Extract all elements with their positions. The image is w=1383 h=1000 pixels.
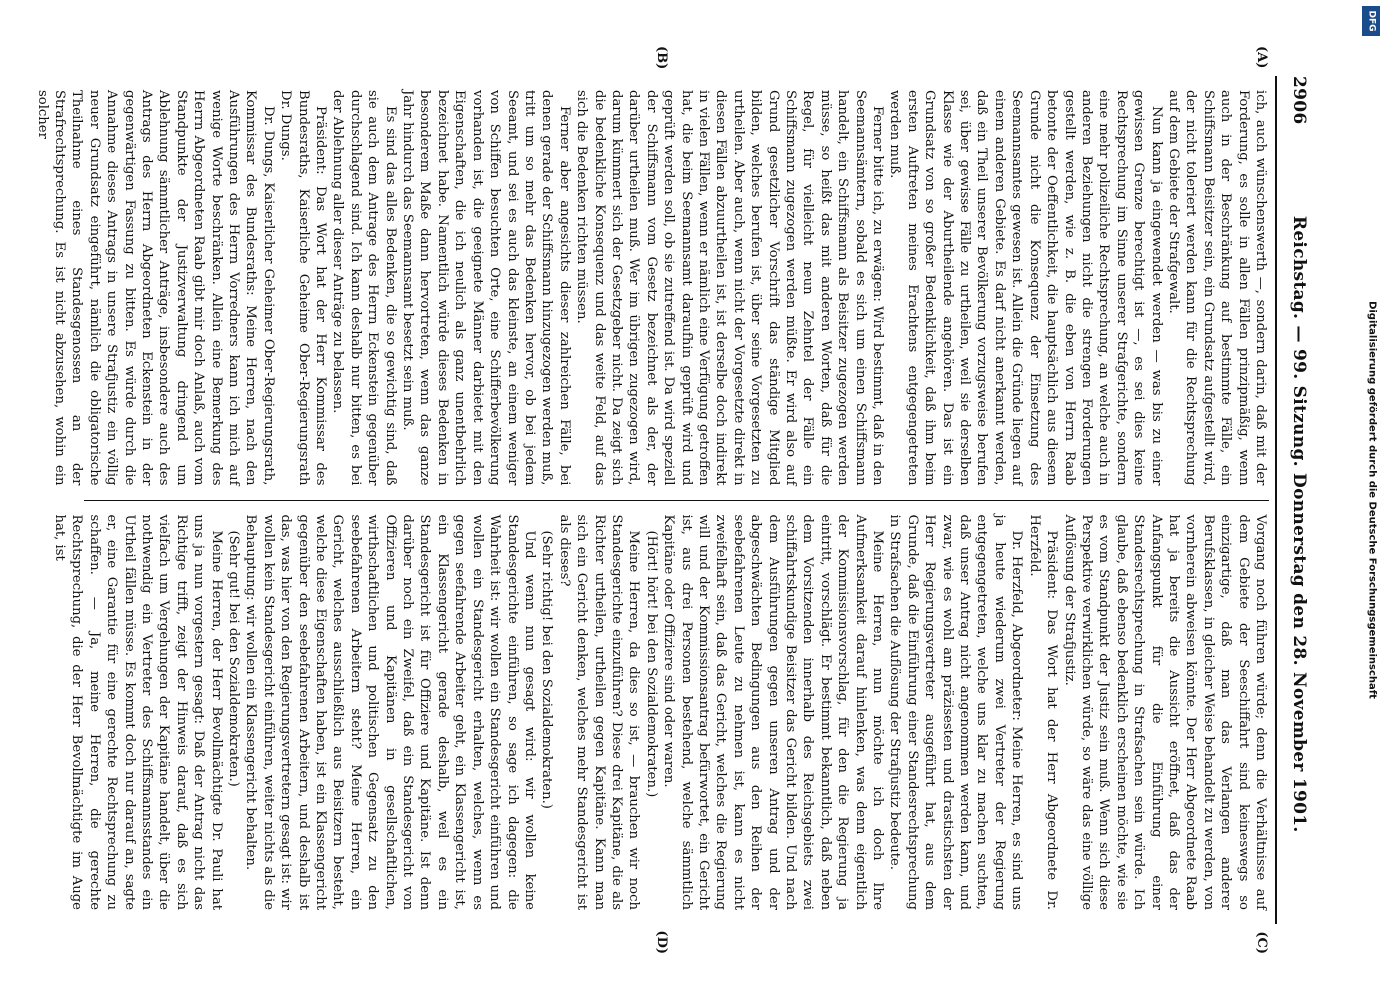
margin-marker-d: (D) xyxy=(653,930,669,954)
left-column-paragraph: Es sind das alles Bedenken, die so gewichtig sind, daß sie auch dem Antrage des Herrn Eckenstein gegenüber durchschlagend sind. Ich kann deshalb nur bitten, es bei der Ablehnung aller dieser Anträge zu belassen. xyxy=(329,90,398,486)
right-column-paragraph: (Sehr richtig! bei den Sozialdemokraten.) xyxy=(538,530,554,809)
page-number: 2906 xyxy=(1288,76,1309,125)
margin-marker-c: (C) xyxy=(1253,931,1269,954)
left-column xyxy=(34,76,1269,500)
left-column-paragraph: Dr. Dungs, Kaiserlicher Geheimer Ober-Regierungsrath, Kommissar des Bundesraths: Meine Herren, nach den Ausführungen des Herrn Vorredners kann ich mich auf wenige Worte beschränken. Allein eine Bemerkung des Herrn Abgeordneten Raab gibt mir doch Anlaß, auch vom Standpunkte der Justizverwaltung dringend um Ablehnung sämmtlicher Anträge, insbesondere auch des Antrags des Herrn Abgeordneten Eckenstein in der gegenwärtigen Fassung zu bitten. Es würde durch die Annahme dieses Antrags in unsere Strafjustiz ein völlig neuer Grundsatz eingeführt, nämlich die obligatorische Theilnahme eines Standesgenossen an der Strafrechtsprechung. Es ist nicht abzusehen, wohin ein solcher xyxy=(34,90,276,486)
dfg-logo-text: DFG xyxy=(1366,10,1377,32)
digitization-note-text: Digitalisierung gefördert durch die Deutsche Forschungsgemeinschaft xyxy=(1366,301,1378,699)
right-column-paragraph: Meine Herren, der Herr Bevollmächtigte Dr. Pauli hat uns ja nun vorgestern gesagt: Daß der Antrag nicht das Richtige trifft, zeigt der Hinweis darauf, daß es sich vielfach um Vergehungen der Kapitäne handelt, über die nothwendig ein Vertreter des Schiffsmannsstandes ein Urtheil fällen müsse. Es kommt doch nur darauf an, sagte er, eine Garantie für eine gerechte Rechtsprechung zu schaffen. — Ja, meine Herren, die gerechte Rechtsprechung, die der Herr Bevollmächtigte im Auge hat, ist xyxy=(51,514,224,910)
page-header xyxy=(1279,76,1309,924)
left-column-paragraph: Nun kann ja eingewendet werden — was bis zu einer gewissen Grenze berechtigt ist —, es sei dies keine Rechtsprechung im Sinne unserer Strafgerichte, sondern eine mehr polizeiliche Rechtsprechung, an welche auch in anderen Beziehungen nicht die strengen Forderungen gestellt werden, wie z. B. die eben von Herrn Raab betonte der Oeffentlichkeit, die hauptsächlich aus diesem Grunde nicht die Konsequenz der Einsetzung des Seemannsamtes gewesen ist. Allein die Gründe liegen auf einem anderen Gebiete. Es darf nicht anerkannt werden, daß ein Theil unserer Bevölkerung vorzugsweise berufen sei, über gewisse Fälle zu urtheilen, weil sie derselben Klasse wie der Aburtheilende angehören. Das ist ein Grundsatz von so großer Bedenklichkeit, daß ihm beim ersten Auftreten meines Erachtens entgegengetreten werden muß. xyxy=(886,90,1164,486)
digitization-note xyxy=(1362,0,1382,1000)
text-body xyxy=(34,46,1269,954)
right-column-paragraph: Und wenn nun gesagt wird: wir wollen keine Standesgerichte einführen, so sage ich dagegen: die Wahrheit ist: wir wollen ein Standesgericht einführen und wollen ein Standesgericht erhalten, welches, wenn es gegen seefahrende Arbeiter geht, ein Klassengericht ist, ein Klassengericht gerade deshalb, weil es ein Standesgericht ist für Offiziere und Kapitäne. Ist denn darüber noch ein Zweifel, daß ein Standesgericht von Offizieren und Kapitänen in gesellschaftlichen, wirthschaftlichen und politischen Gegensatz zu den seebefahrenen Arbeitern steht? Meine Herren, ein Gericht, welches ausschließlich aus Beisitzern besteht, welche diese Eigenschaften haben, ist ein Klassengericht gegenüber den seebefahrenen Arbeitern, und deshalb ist das, was hier von den Regierungsvertretern gesagt ist: wir wollen kein Standesgericht einführen, weiter nichts als die Behauptung: wir wollen ein Klassengericht behalten. xyxy=(242,514,537,910)
right-column-paragraph: (Hört! hört! bei den Sozialdemokraten.) xyxy=(643,530,659,798)
left-column-paragraph: ich, auch wünschenswerth —, sondern darin, daß mit der Forderung, es solle in allen Fällen prinzipmäßig, wenn auch in der Beschränkung auf bestimmte Fälle, ein Schiffsmann Beisitzer sein, ein Grundsatz aufgestellt wird, der nicht toleriert werden kann für die Rechtsprechung auf dem Gebiete der Strafgewalt. xyxy=(1165,90,1268,486)
header-rule xyxy=(1275,76,1277,924)
left-column-paragraph: Präsident: Das Wort hat der Herr Kommissar des Bundesraths, Kaiserliche Geheime Ober-Regierungsrath Dr. Dungs. xyxy=(277,90,328,486)
right-column-paragraph: Meine Herren, da dies so ist, — brauchen wir noch Standesgerichte einzuführen? Diese drei Kapitäne, die als Richter urtheilen, urtheilen gegen Kapitäne. Kann man sich ein Gericht denken, welches mehr Standesgericht ist als dieses? xyxy=(556,514,641,910)
margin-marker-b: (B) xyxy=(653,46,669,70)
right-column-paragraph: (Sehr gut! bei den Sozialdemokraten.) xyxy=(225,530,241,787)
right-column-paragraph: Präsident: Das Wort hat der Herr Abgeordnete Dr. Herzfeld. xyxy=(1026,514,1059,910)
header-title: Reichstag. — 99. Sitzung. Donnerstag den 28. November 1901. xyxy=(1288,215,1309,833)
right-column xyxy=(51,501,1269,925)
right-column-paragraph: Vorgang noch führen würde; denn die Verhältnisse auf dem Gebiete der Seeschiffahrt sind keineswegs so einzigartige, daß man das Verlangen anderer Berufsklassen, in gleicher Weise behandelt zu werden, von vornherein abweisen könnte. Der Herr Abgeordnete Raab hat ja bereits die Aussicht eröffnet, daß das der Anfangspunkt für die Einführung einer Standesrechtsprechung in Strafsachen sein würde. Ich glaube, daß ebenso bedenklich erscheinen möchte, wie sie es vom Standpunkt der Justiz sein muß. Wenn sich diese Perspektive verwirklichen würde, so wäre das eine völlige Auflösung der Strafjustiz. xyxy=(1061,514,1268,910)
dfg-logo xyxy=(1362,6,1380,36)
document-page xyxy=(34,40,1327,960)
right-column-paragraph: Meine Herren, nun möchte ich doch Ihre Aufmerksamkeit darauf hinlenken, was denn eigentlich der Kommissionsvorschlag, für den die Regierung ja eintritt, vorschlägt. Er bestimmt bekanntlich, daß neben dem Vorsitzenden innerhalb des Reichsgebiets zwei schiffahrtskundige Beisitzer das Gericht bilden. Und nach dem Ausführungen gegen unseren Antrag und der abgeschwächten Bedingungen aus den Reihen der seebefahrenen Leute zu nehmen ist, kann es nicht zweifelhaft sein, daß das Gericht, welches die Regierung will und der Kommissionsantrag befürwortet, ein Gericht ist, aus drei Personen bestehend, welche sämmtlich Kapitäne oder Offiziere sind oder waren. xyxy=(660,514,885,910)
margin-marker-a: (A) xyxy=(1253,46,1269,69)
left-column-paragraph: Ferner bitte ich, zu erwägen: Wird bestimmt, daß in den Seemannsämtern, sobald es sich um einen Schiffsmann handelt, ein Schiffsmann als Beisitzer zugezogen werden müsse, so heißt das mit anderen Worten, daß für die Regel, für vielleicht neun Zehntel der Fälle ein Schiffsmann zugezogen werden müßte. Er wird also auf Grund gesetzlicher Vorschrift das ständige Mitglied bilden, welches berufen ist, über seine Vorgesetzten zu urtheilen. Aber auch, wenn nicht der Vorgesetzte direkt in diesen Fällen abzuurtheilen ist, ist derselbe doch indirekt in vielen Fällen, wenn er nämlich eine Verfügung getroffen hat, die beim Seemannsamt daraufhin geprüft wird und geprüft werden soll, ob sie zutreffend ist. Da wird speziell der Schiffsmann vom Gesetz bezeichnet als der, der darüber urtheilen muß. Wer im übrigen zugezogen wird, darum kümmert sich der Gesetzgeber nicht. Da zeigt sich die bedenkliche Konsequenz und das weite Feld, auf das sich die Bedenken richten müssen. xyxy=(573,90,885,486)
left-column-paragraph: Ferner aber angesichts dieser zahlreichen Fälle, bei denen gerade der Schiffsmann hinzugezogen werden muß, tritt um so mehr das Bedenken hervor, ob bei jedem Seeamt, und sei es auch das kleinste, an einem weniger von Schiffen besuchten Orte, eine Schifferbevölkerung vorhanden ist, die geeignete Männer darbietet mit den Eigenschaften, die ich neulich als ganz unentbehrlich bezeichnet habe. Namentlich würde dieses Bedenken in besonderem Maße dann hervortreten, wenn das ganze Jahr hindurch das Seemannsamt besetzt sein muß. xyxy=(399,90,572,486)
right-column-paragraph: Dr. Herzfeld, Abgeordneter: Meine Herren, es sind uns ja heute wiederum zwei Vertreter der Regierung entgegengetreten, welche uns klar zu machen suchten, daß unser Antrag nicht angenommen werden kann, und zwar, wie es wohl am präzisesten und drastischsten der Herr Regierungsvertreter ausgeführt hat, aus dem Grunde, daß die Einführung einer Standesrechtsprechung in Strafsachen die Auflösung der Strafjustiz bedeute. xyxy=(886,514,1024,910)
